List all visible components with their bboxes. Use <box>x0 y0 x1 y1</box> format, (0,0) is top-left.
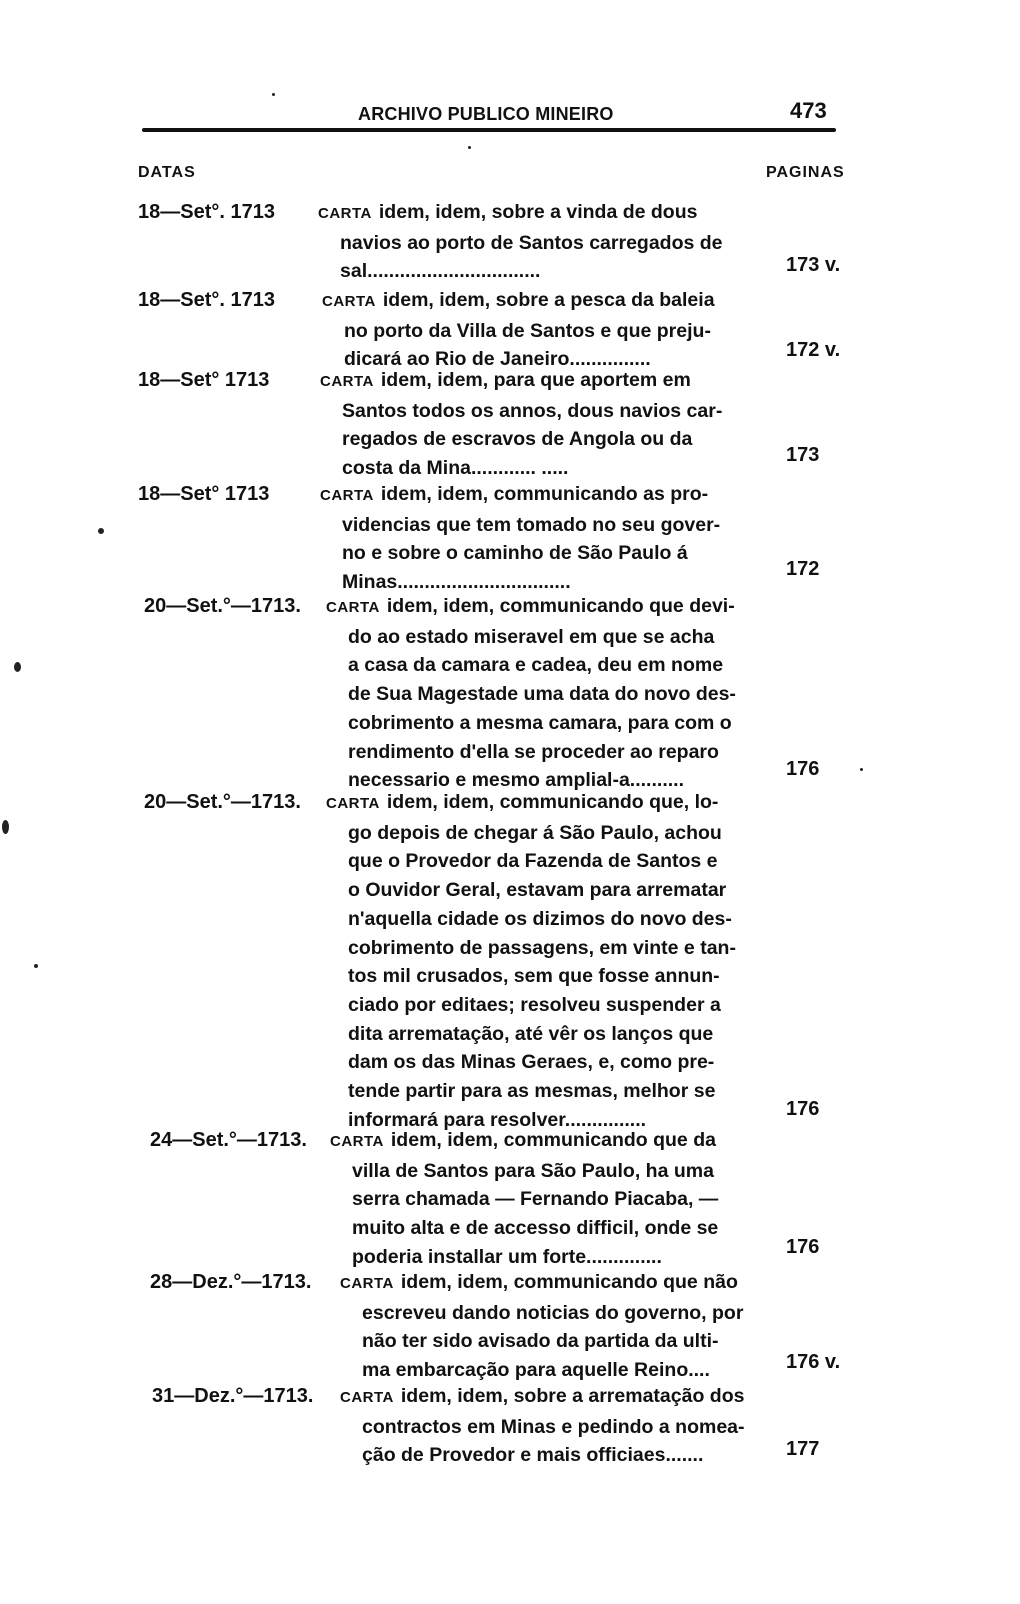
entry-line: ciado por editaes; resolveu suspender a <box>348 993 721 1016</box>
document-type-label: CARTA <box>320 373 374 390</box>
entry-line: ção de Provedor e mais officiaes....... <box>362 1444 704 1467</box>
entry-line: Minas................................ <box>342 571 571 594</box>
entry-line-text: idem, idem, communicando que da <box>390 1129 716 1151</box>
entry-line: go depois de chegar á São Paulo, achou <box>348 821 722 844</box>
entry-page-reference: 176 <box>786 758 820 780</box>
entry-line: tos mil crusados, sem que fosse annun- <box>348 965 720 988</box>
entry-line-text: idem, idem, communicando as pro- <box>380 483 709 505</box>
entry-text <box>320 480 740 597</box>
entry-line: a casa da camara e cadea, deu em nome <box>348 654 724 677</box>
print-speck <box>98 528 104 534</box>
entry-line: do ao estado miseravel em que se acha <box>348 625 715 648</box>
print-speck <box>272 93 275 96</box>
entry-line <box>320 366 740 397</box>
entry-line-text: idem, idem, communicando que, lo- <box>386 791 719 813</box>
dates-column-heading: DATAS <box>138 164 196 181</box>
entry-line: Santos todos os annos, dous navios car- <box>342 399 723 422</box>
entry-line <box>320 480 740 511</box>
entry-text <box>326 592 746 795</box>
print-speck <box>468 146 471 149</box>
entry-text <box>326 788 746 1134</box>
entry-line: que o Provedor da Fazenda de Santos e <box>348 850 718 873</box>
page-number: 473 <box>790 98 827 123</box>
document-type-label: CARTA <box>322 293 376 310</box>
entry-date: 18—Set°. 1713 <box>138 201 275 223</box>
entry-text <box>320 366 740 483</box>
entry-page-reference: 173 <box>786 444 820 466</box>
entry-text <box>318 198 738 286</box>
entry-text <box>330 1126 750 1272</box>
entry-line-text: idem, idem, communicando que não <box>400 1271 738 1293</box>
document-type-label: CARTA <box>326 599 380 616</box>
entry-line <box>330 1126 750 1157</box>
entry-line: dicará ao Rio de Janeiro............... <box>344 348 651 371</box>
entry-line: videncias que tem tomado no seu gover- <box>342 513 721 536</box>
entry-line-text: idem, idem, communicando que devi- <box>386 595 735 617</box>
entry-line-text: idem, idem, sobre a vinda de dous <box>378 201 698 223</box>
entry-line: no porto da Villa de Santos e que preju- <box>344 319 711 342</box>
entry-line <box>326 788 746 819</box>
entry-page-reference: 173 v. <box>786 254 841 276</box>
entry-line: necessario e mesmo amplial-a.......... <box>348 769 684 792</box>
entry-date: 18—Set° 1713 <box>138 369 270 391</box>
pages-column-heading: PAGINAS <box>766 164 845 181</box>
document-type-label: CARTA <box>318 205 372 222</box>
entry-page-reference: 176 <box>786 1236 820 1258</box>
entry-date: 20—Set.°—1713. <box>144 791 301 813</box>
document-type-label: CARTA <box>340 1389 394 1406</box>
entry-line <box>326 592 746 623</box>
entry-date: 24—Set.°—1713. <box>150 1129 307 1151</box>
entry-page-reference: 176 v. <box>786 1351 841 1373</box>
entry-line: o Ouvidor Geral, estavam para arrematar <box>348 879 727 902</box>
entry-date: 18—Set°. 1713 <box>138 289 275 311</box>
document-type-label: CARTA <box>320 487 374 504</box>
entry-page-reference: 176 <box>786 1098 820 1120</box>
entry-text <box>340 1268 760 1385</box>
entry-line-text: idem, idem, sobre a arrematação dos <box>400 1385 745 1407</box>
entry-line: cobrimento de passagens, em vinte e tan- <box>348 936 736 959</box>
entry-line: n'aquella cidade os dizimos do novo des- <box>348 907 732 930</box>
entry-page-reference: 172 <box>786 558 820 580</box>
entry-line <box>322 286 742 317</box>
entry-line: navios ao porto de Santos carregados de <box>340 231 723 254</box>
entry-line: dita arrematação, até vêr os lanços que <box>348 1022 714 1045</box>
entry-line <box>340 1382 760 1413</box>
entry-text <box>340 1382 760 1470</box>
entry-date: 20—Set.°—1713. <box>144 595 301 617</box>
print-speck <box>860 768 863 771</box>
document-type-label: CARTA <box>340 1275 394 1292</box>
document-type-label: CARTA <box>330 1133 384 1150</box>
entry-line: muito alta e de accesso difficil, onde se <box>352 1217 719 1240</box>
entry-text <box>322 286 742 374</box>
entry-page-reference: 177 <box>786 1438 820 1460</box>
entry-line: regados de escravos de Angola ou da <box>342 428 693 451</box>
entry-line: sal................................ <box>340 260 541 283</box>
print-speck <box>34 964 38 968</box>
entry-line: cobrimento a mesma camara, para com o <box>348 711 732 734</box>
entry-date: 18—Set° 1713 <box>138 483 270 505</box>
entry-line: escreveu dando noticias do governo, por <box>362 1301 744 1324</box>
entry-line <box>318 198 738 229</box>
entry-line: informará para resolver............... <box>348 1108 647 1131</box>
entry-line: no e sobre o caminho de São Paulo á <box>342 542 688 565</box>
entry-line <box>340 1268 760 1299</box>
print-speck <box>2 820 9 834</box>
entry-line: costa da Mina............ ..... <box>342 457 569 480</box>
entry-line: tende partir para as mesmas, melhor se <box>348 1080 716 1103</box>
entry-line: dam os das Minas Geraes, e, como pre- <box>348 1051 715 1074</box>
document-type-label: CARTA <box>326 795 380 812</box>
entry-line: rendimento d'ella se proceder ao reparo <box>348 740 719 763</box>
entry-date: 28—Dez.°—1713. <box>150 1271 312 1293</box>
entry-page-reference: 172 v. <box>786 339 841 361</box>
entry-line-text: idem, idem, sobre a pesca da baleia <box>382 289 715 311</box>
entry-line: serra chamada — Fernando Piacaba, — <box>352 1188 719 1211</box>
entry-line-text: idem, idem, para que aportem em <box>380 369 691 391</box>
journal-title: ARCHIVO PUBLICO MINEIRO <box>358 104 614 124</box>
print-speck <box>14 662 21 672</box>
entry-line: de Sua Magestade uma data do novo des- <box>348 683 736 706</box>
entry-line: poderia installar um forte.............. <box>352 1245 662 1268</box>
entry-line: contractos em Minas e pedindo a nomea- <box>362 1415 745 1438</box>
entry-date: 31—Dez.°—1713. <box>152 1385 314 1407</box>
entry-line: villa de Santos para São Paulo, ha uma <box>352 1159 714 1182</box>
entry-line: ma embarcação para aquelle Reino.... <box>362 1359 710 1382</box>
entry-line: não ter sido avisado da partida da ulti- <box>362 1330 719 1353</box>
